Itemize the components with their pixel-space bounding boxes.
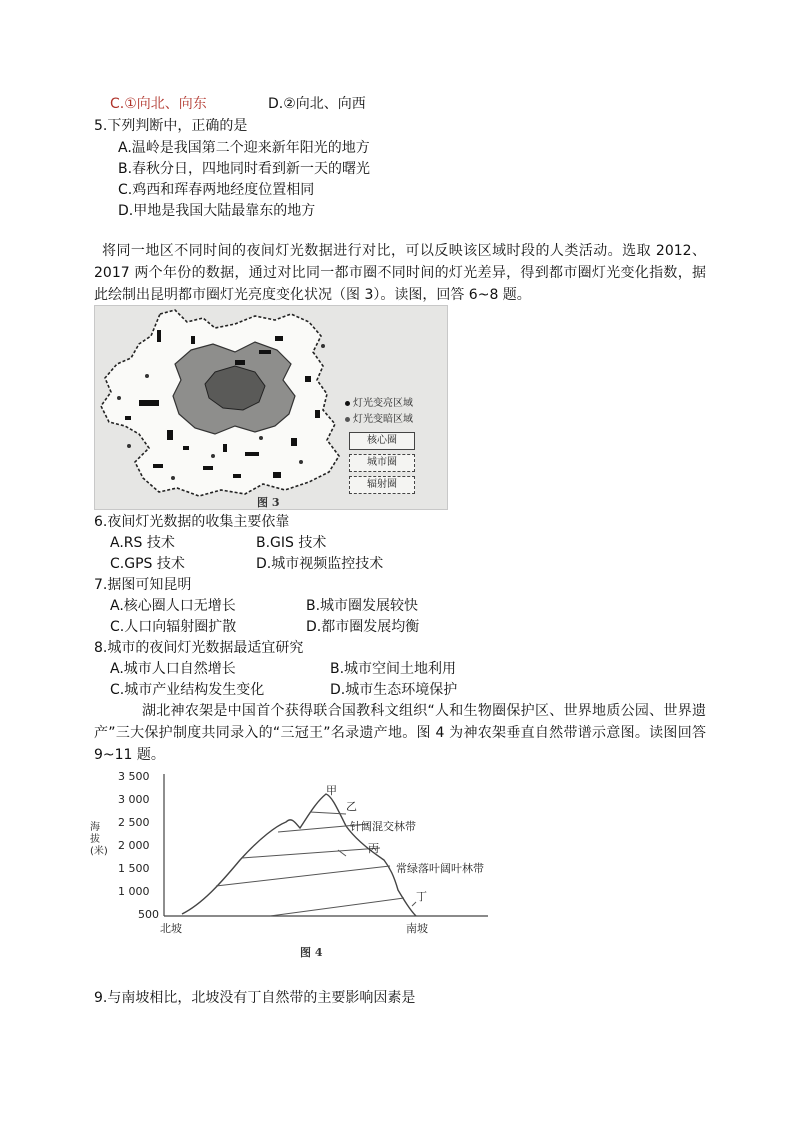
q8-option-c: C.城市产业结构发生变化 bbox=[110, 682, 265, 698]
figure-4-caption: 图 4 bbox=[300, 946, 323, 959]
legend-core: 核心圈 bbox=[349, 432, 415, 450]
legend-darker-label: 灯光变暗区域 bbox=[353, 414, 413, 425]
y-axis-label: 海拔(米) bbox=[90, 822, 108, 857]
q7-option-d: D.都市圈发展均衡 bbox=[306, 619, 420, 635]
q4-option-d: D.②向北、向西 bbox=[268, 96, 366, 112]
legend-brighter-dot bbox=[345, 401, 350, 406]
label-ding: 丁 bbox=[416, 890, 427, 903]
figure-4-diagram bbox=[90, 766, 524, 962]
label-yi: 乙 bbox=[346, 800, 357, 813]
ytick-2000: 2 000 bbox=[118, 839, 150, 852]
q8-stem: 8.城市的夜间灯光数据最适宜研究 bbox=[94, 640, 304, 656]
q6-option-a: A.RS 技术 bbox=[110, 535, 175, 551]
label-mixed-forest: 针阔混交林带 bbox=[350, 820, 416, 833]
ytick-2500: 2 500 bbox=[118, 816, 150, 829]
label-evergreen-forest: 常绿落叶阔叶林带 bbox=[396, 862, 484, 875]
ytick-3500: 3 500 bbox=[118, 770, 150, 783]
label-bing: 丙 bbox=[368, 842, 379, 855]
figure-3-map bbox=[94, 305, 448, 510]
q5-option-b: B.春秋分日，四地同时看到新一天的曙光 bbox=[118, 161, 371, 177]
q6-option-c: C.GPS 技术 bbox=[110, 556, 185, 572]
q4-option-c: C.①向北、向东 bbox=[110, 96, 207, 112]
q6-option-b: B.GⅠS 技术 bbox=[256, 535, 327, 551]
q8-option-b: B.城市空间土地利用 bbox=[330, 661, 457, 677]
passage-9-11: 湖北神农架是中国首个获得联合国教科文组织“人和生物圈保护区、世界地质公园、世界遗产”三大保护制度共同录入的“三冠王”名录遗产地。图 4 为神农架垂直自然带谱示意图。读图回答 9~11 题。 bbox=[94, 703, 706, 763]
label-north-slope: 北坡 bbox=[160, 922, 182, 935]
figure-3-caption: 图 3 bbox=[257, 496, 280, 509]
q5-option-d: D.甲地是我国大陆最靠东的地方 bbox=[118, 203, 316, 219]
q6-option-d: D.城市视频监控技术 bbox=[256, 556, 384, 572]
q7-stem: 7.据图可知昆明 bbox=[94, 577, 192, 593]
q7-option-a: A.核心圈人口无增长 bbox=[110, 598, 236, 614]
passage-6-8: 将同一地区不同时间的夜间灯光数据进行对比，可以反映该区域时段的人类活动。选取 2012、2017 两个年份的数据，通过对比同一都市圈不同时间的灯光差异，得到都市圈灯光变化指数，据此绘制出昆明都市圈灯光亮度变化状况（图 3）。读图，回答 6~8 题。 bbox=[94, 243, 706, 303]
q6-stem: 6.夜间灯光数据的收集主要依靠 bbox=[94, 514, 290, 530]
q8-option-a: A.城市人口自然增长 bbox=[110, 661, 236, 677]
ytick-1500: 1 500 bbox=[118, 862, 150, 875]
legend-city: 城市圈 bbox=[349, 454, 415, 472]
q5-option-a: A.温岭是我国第二个迎来新年阳光的地方 bbox=[118, 140, 370, 156]
q5-stem: 5.下列判断中，正确的是 bbox=[94, 118, 248, 134]
ytick-1000: 1 000 bbox=[118, 885, 150, 898]
legend-brighter-label: 灯光变亮区域 bbox=[353, 398, 413, 409]
legend-darker bbox=[345, 410, 413, 425]
q9-stem: 9.与南坡相比，北坡没有丁自然带的主要影响因素是 bbox=[94, 990, 416, 1006]
q8-option-d: D.城市生态环境保护 bbox=[330, 682, 458, 698]
q7-option-c: C.人口向辐射圈扩散 bbox=[110, 619, 237, 635]
q5-option-c: C.鸡西和珲春两地经度位置相同 bbox=[118, 182, 315, 198]
legend-darker-dot bbox=[345, 417, 350, 422]
q7-option-b: B.城市圈发展较快 bbox=[306, 598, 419, 614]
ytick-3000: 3 000 bbox=[118, 793, 150, 806]
ytick-500: 500 bbox=[138, 908, 159, 921]
legend-radiation: 辐射圈 bbox=[349, 476, 415, 494]
label-south-slope: 南坡 bbox=[406, 922, 428, 935]
label-jia: 甲 bbox=[326, 784, 337, 797]
legend-brighter bbox=[345, 394, 413, 409]
